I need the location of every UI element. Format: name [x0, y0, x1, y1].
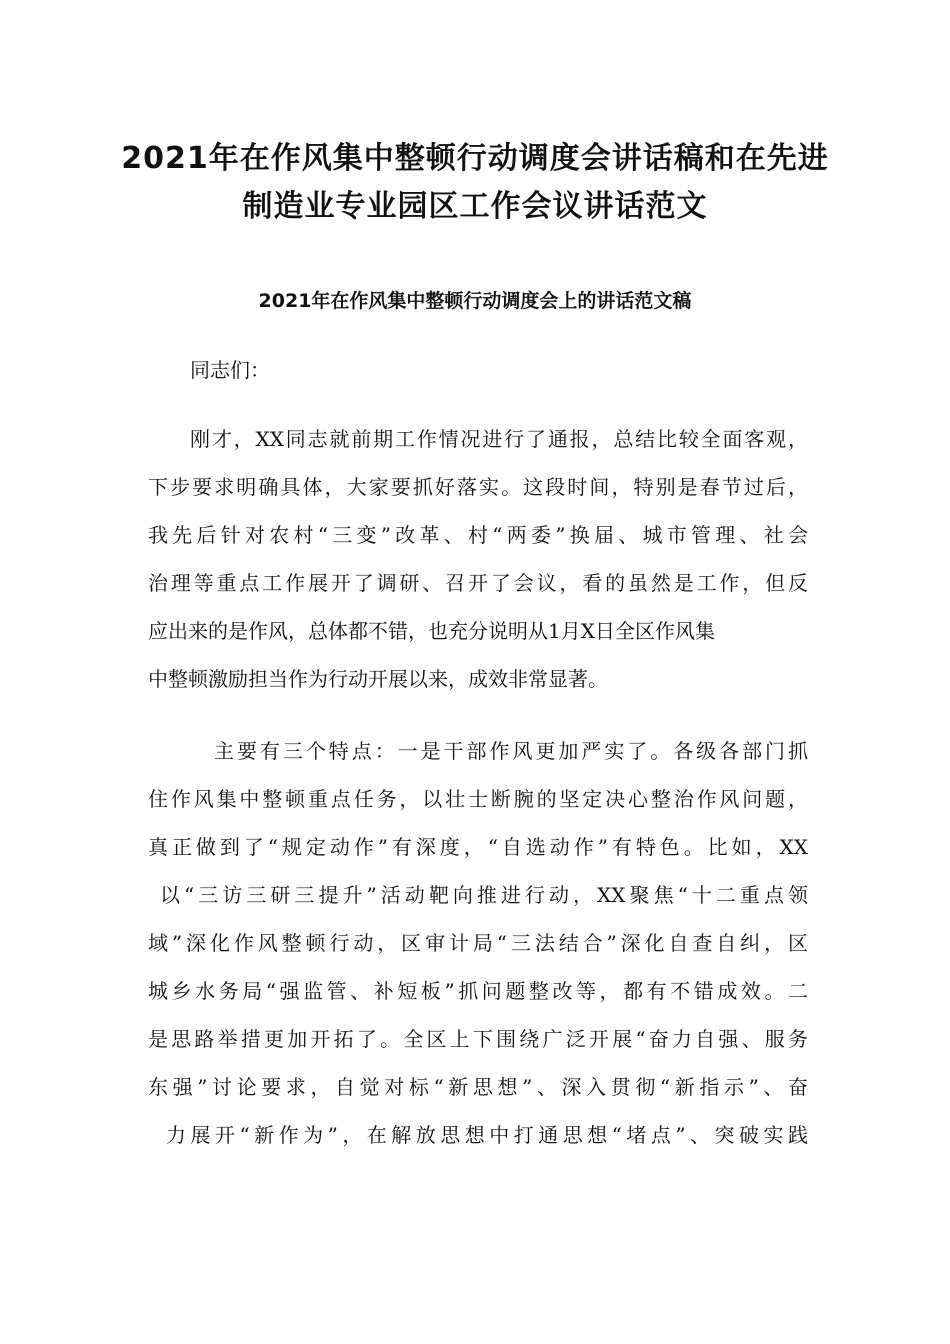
paragraph2-line: 城乡水务局“强监管、补短板”抓问题整改等，都有不错成效。二 — [148, 979, 808, 1003]
paragraph2-line: 住作风集中整顿重点任务，以壮士断腕的坚定决心整治作风问题， — [148, 787, 808, 811]
paragraph2-line: 是思路举措更加开拓了。全区上下围绕广泛开展“奋力自强、服务 — [148, 1027, 808, 1051]
paragraph2-line: 主要有三个特点：一是干部作风更加严实了。各级各部门抓 — [214, 739, 808, 763]
paragraph2-line: 域”深化作风整顿行动，区审计局“三法结合”深化自查自纠，区 — [148, 931, 808, 955]
paragraph1-line: 我先后针对农村“三变”改革、村“两委”换届、城市管理、社会 — [148, 523, 808, 547]
paragraph1-line: 治理等重点工作展开了调研、召开了会议，看的虽然是工作，但反 — [148, 571, 808, 595]
salutation: 同志们： — [190, 358, 270, 382]
paragraph1-line: 应出来的是作风，总体都不错，也充分说明从1月X日全区作风集 — [148, 619, 715, 643]
speech-subtitle: 2021年在作风集中整顿行动调度会上的讲话范文稿 — [258, 290, 692, 312]
paragraph1-line: 中整顿激励担当作为行动开展以来，成效非常显著。 — [148, 667, 608, 691]
document-title-line-2: 制造业专业园区工作会议讲话范文 — [242, 189, 708, 224]
paragraph2-line: 以“三访三研三提升”活动靶向推进行动，XX聚焦“十二重点领 — [160, 883, 808, 907]
paragraph1-line: 下步要求明确具体，大家要抓好落实。这段时间，特别是春节过后， — [148, 475, 808, 499]
paragraph2-line: 力展开“新作为”，在解放思想中打通思想“堵点”、突破实践 — [166, 1123, 808, 1147]
document-title-line-1: 2021年在作风集中整顿行动调度会讲话稿和在先进 — [121, 141, 829, 176]
paragraph1-line: 刚才，XX同志就前期工作情况进行了通报，总结比较全面客观， — [190, 427, 808, 451]
paragraph2-line: 东强”讨论要求，自觉对标“新思想”、深入贯彻“新指示”、奋 — [148, 1075, 808, 1099]
paragraph2-line: 真正做到了“规定动作”有深度，“自选动作”有特色。比如，XX — [148, 835, 808, 859]
